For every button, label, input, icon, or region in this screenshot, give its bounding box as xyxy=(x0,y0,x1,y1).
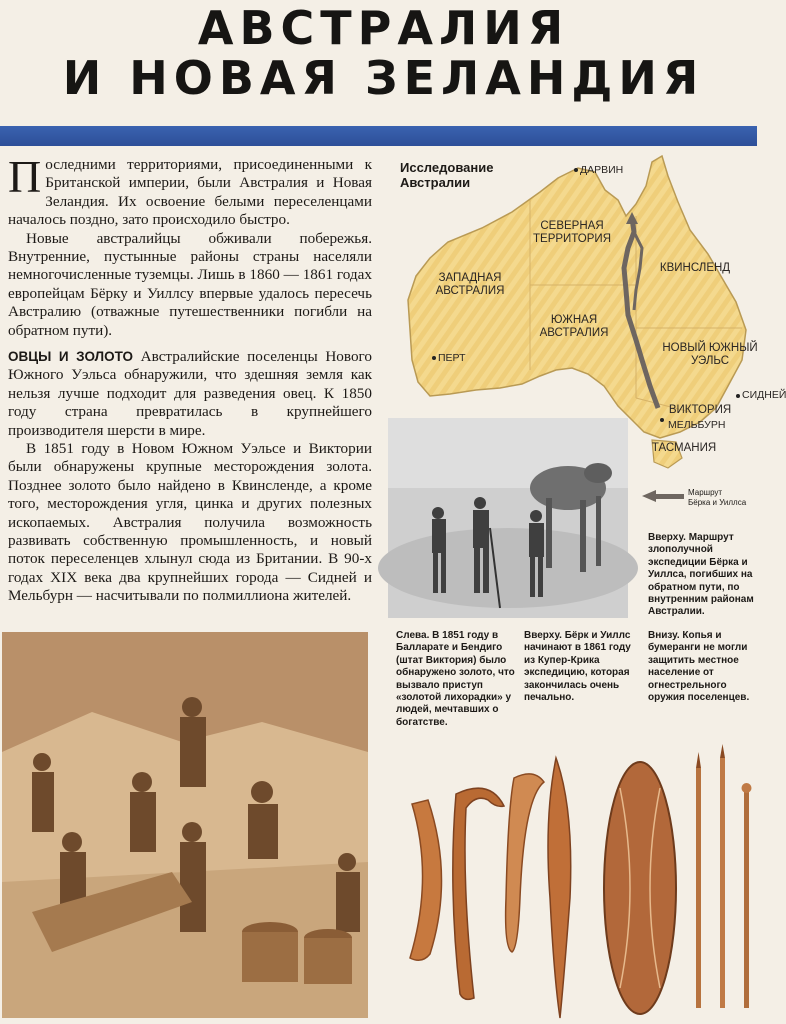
title-band xyxy=(0,126,757,146)
region-west-line-1: ЗАПАДНАЯ xyxy=(438,272,502,284)
boomerang-2 xyxy=(453,788,504,999)
region-nsw-line-2: УЭЛЬС xyxy=(690,355,730,367)
page-title-line-1: АВСТРАЛИЯ xyxy=(197,1,570,55)
city-perth: ПЕРТ xyxy=(438,352,466,364)
page-title-line-2: И НОВАЯ ЗЕЛАНДИЯ xyxy=(62,51,705,105)
region-victoria: ВИКТОРИЯ xyxy=(668,404,732,416)
map-legend xyxy=(688,488,746,507)
section-paragraph-2: В 1851 году в Новом Южном Уэльсе и Виктории были обнаружены крупные месторождения золота. Позднее золото было найдено в Квинсленде, а кроме того, месторождения угля, цинка и других полезных ископаемых. Австралия получила возможность развивать собственную промышленность, и новый поток переселенцев хлынул сюда из Британии. В 90-х годах XIX века два крупнейших города — Сидней и Мельбурн — насчитывали по полмиллиона жителей. xyxy=(8,440,372,605)
intro-paragraph-1: оследними территориями, присоединенными к Британской империи, были Австралия и Новая Зеландия. Их освоение белыми переселенцами началось поздно, зато происходило быстро. xyxy=(8,156,372,229)
caption-right-top: Вверху. Маршрут злополучной экспедиции Бёрка и Уиллса, погибших на обратном пути, по внутренним районам Австралии. xyxy=(648,532,754,618)
spear-shield-1 xyxy=(548,758,571,1018)
caption-left: Слева. В 1851 году в Балларате и Бендиго (штат Виктория) было обнаружено золото, что вызвало приступ «золотой лихорадки» у людей, мечтавших о богатстве. xyxy=(396,630,515,728)
map-title-line-1: Исследование xyxy=(400,160,494,175)
region-north-line-1: СЕВЕРНАЯ xyxy=(540,220,604,232)
legend-line-1: Маршрут xyxy=(688,488,723,497)
caption-middle: Вверху. Бёрк и Уиллс начинают в 1861 году из Купер-Крика экспедицию, которая закончилась очень печально. xyxy=(524,630,631,704)
region-west-line-2: АВСТРАЛИЯ xyxy=(435,285,505,297)
region-north-line-2: ТЕРРИТОРИЯ xyxy=(533,233,611,245)
spear-1 xyxy=(696,768,701,1008)
map-title xyxy=(400,160,493,190)
region-south-line-2: АВСТРАЛИЯ xyxy=(539,327,609,339)
region-nsw-line-1: НОВЫЙ ЮЖНЫЙ xyxy=(662,342,758,354)
spear-3 xyxy=(744,788,749,1008)
city-sydney: СИДНЕЙ xyxy=(742,389,786,401)
section-paragraph-1: Австралийские поселенцы Нового Южного Уэльса обнаружили, что здешняя земля как нельзя лучше подходит для разведения овец. К 1850 году страна превратилась в крупнейшего производителя шерсти в мире. xyxy=(8,348,372,439)
explorers-engraving xyxy=(388,418,628,618)
boomerang-1 xyxy=(410,800,442,960)
city-melbourne: МЕЛЬБУРН xyxy=(668,419,726,431)
intro-paragraph-2: Новые австралийцы обживали побережья. Внутренние, пустынные районы страны населяли немногочисленные туземцы. Лишь в 1860 — 1861 годах европейцам Бёрку и Уиллсу впервые удалось пересечь Австралию (отважные путешественники погибли на обратном пути). xyxy=(8,229,372,339)
region-south-line-1: ЮЖНАЯ xyxy=(550,314,598,326)
region-queensland: КВИНСЛЕНД xyxy=(659,262,731,274)
region-northern-territory xyxy=(522,220,622,246)
intro-text xyxy=(8,151,372,340)
region-western-australia xyxy=(420,272,520,298)
shield xyxy=(604,762,676,1014)
region-south-australia xyxy=(524,314,624,340)
caption-right-bottom: Внизу. Копья и бумеранги не могли защитить местное население от огнестрельного оружия поселенцев. xyxy=(648,630,750,704)
legend-line-2: Бёрка и Уиллса xyxy=(688,497,747,507)
spear-2 xyxy=(720,758,725,1008)
boomerang-3 xyxy=(506,774,544,952)
region-new-south-wales xyxy=(654,342,766,368)
map-title-line-2: Австралии xyxy=(400,175,471,190)
gold-diggers-engraving xyxy=(2,632,368,1018)
region-tasmania: ТАСМАНИЯ xyxy=(651,442,717,454)
weapons-illustration xyxy=(384,748,767,1024)
section-text xyxy=(8,348,372,606)
section-heading: ОВЦЫ И ЗОЛОТО xyxy=(8,349,134,364)
drop-cap: П xyxy=(8,151,42,202)
city-darwin: ДАРВИН xyxy=(580,164,624,176)
